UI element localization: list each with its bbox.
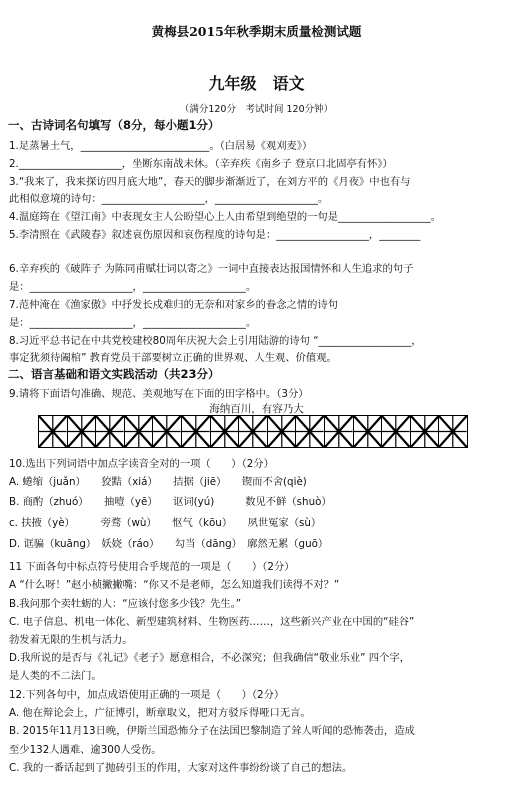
- tianzige-cell[interactable]: [96, 416, 125, 447]
- section-1-heading: 一、古诗词名句填写（8分，每小题1分）: [8, 118, 220, 132]
- question-11-option-b: B.我问那个卖牡蛎的人：“应该付您多少钱？先生。”: [9, 598, 242, 610]
- question-6-line-1: 6.辛弃疾的《破阵子 为陈同甫赋壮词以寄之》一词中直接表达报国情怀和人生追求的句子: [9, 263, 414, 275]
- question-3-line-2: 此相似意境的诗句：____________________，____________________。: [9, 193, 329, 205]
- exam-note: （满分120分 考试时间 120分钟）: [179, 104, 334, 115]
- question-7-line-1: 7.范仲淹在《渔家傲》中抒发长戍难归的无奈和对家乡的眷念之情的诗句: [9, 299, 339, 311]
- tianzige-cell[interactable]: [153, 416, 182, 447]
- tianzige-cell[interactable]: [325, 416, 354, 447]
- tianzige-cell[interactable]: [39, 416, 68, 447]
- question-10-option-b: B. 商酌（zhuó） 抽噎（yē） 讴词(yú) 数见不鲜（shuò）: [9, 496, 332, 508]
- question-11: 11 下面各句中标点符号使用合乎规范的一项是（ ）（2分）: [9, 561, 295, 573]
- question-10-option-c: c. 扶掖（yè） 旁骛（wù） 怄气（kōu） 夙世冤家（sù）: [9, 517, 322, 529]
- question-8-line-2: 事定犹须待阖棺” 教育党员干部要树立正确的世界观、人生观、价值观。: [9, 352, 337, 364]
- question-11-option-c-line-2: 勃发着无限的生机与活力。: [9, 634, 133, 646]
- question-6-line-2: 是：____________________，____________________。: [9, 281, 257, 293]
- question-10-option-d: D. 诓骗（kuāng） 妖娆（ráo） 勾当（dāng） 廓然无累（guō）: [9, 538, 329, 550]
- question-11-option-d-line-2: 是人类的不二法门。: [9, 670, 102, 682]
- question-11-option-c-line-1: C. 电子信息、机电一体化、新型建筑材料、生物医药……，这些新兴产业在中国的“硅谷”: [9, 616, 415, 628]
- question-10-option-a: A. 蜷缩（juǎn） 狡黠（xiá） 拮据（jiē） 锲而不舍(qiè): [9, 476, 307, 488]
- tianzige-cell[interactable]: [125, 416, 154, 447]
- question-9: 9.请将下面语句准确、规范、美观地写在下面的田字格中。（3分）: [9, 388, 309, 400]
- question-7-line-2: 是：____________________，____________________。: [9, 317, 257, 329]
- question-11-option-d-line-1: D.我所说的是否与《礼记》《老子》愿意相合，不必深究；但我确信“敬业乐业” 四个字，: [9, 652, 410, 664]
- question-10: 10.选出下列词语中加点字读音全对的一项（ ）（2分）: [9, 458, 274, 470]
- tianzige-cell[interactable]: [296, 416, 325, 447]
- tianzige-cell[interactable]: [68, 416, 97, 447]
- question-5: 5.李清照在《武陵春》叙述哀伤原因和哀伤程度的诗句是：__________________，________: [9, 229, 421, 241]
- section-2-heading: 二、语言基础和语文实践活动（共23分）: [8, 367, 220, 381]
- motto-text: 海纳百川，有容乃大: [209, 403, 304, 415]
- tianzige-cell[interactable]: [211, 416, 240, 447]
- question-12-option-a: A. 他在辩论会上，广征博引，断章取义，把对方驳斥得哑口无言。: [9, 707, 311, 719]
- question-4: 4.温庭筠在《望江南》中表现女主人公盼望心上人由希望到绝望的一句是__________________。: [9, 211, 441, 223]
- tianzige-grid[interactable]: [38, 415, 468, 448]
- tianzige-cell[interactable]: [182, 416, 211, 447]
- question-11-option-a: A “什么呀！”赵小桢撇撇嘴：“你又不是老师，怎么知道我们读得不对？”: [9, 579, 340, 591]
- exam-title: 黄梅县2015年秋季期末质量检测试题: [151, 24, 362, 39]
- question-8-line-1: 8.习近平总书记在中共党校建校80周年庆祝大会上引用陆游的诗句 “__________________，: [9, 335, 422, 347]
- tianzige-cell[interactable]: [268, 416, 297, 447]
- question-2: 2.____________________，坐断东南战未休。（辛弃疾《南乡子 登京口北固亭有怀》）: [9, 158, 393, 170]
- exam-subtitle: 九年级 语文: [208, 74, 305, 93]
- question-12-option-b-line-2: 至少132人遇难、逾300人受伤。: [9, 744, 162, 756]
- tianzige-cell[interactable]: [354, 416, 383, 447]
- tianzige-cell[interactable]: [439, 416, 467, 447]
- question-12-option-b-line-1: B. 2015年11月13日晚，伊斯兰国恐怖分子在法国巴黎制造了耸人听闻的恐怖袭击，造成: [9, 725, 415, 737]
- tianzige-cell[interactable]: [411, 416, 440, 447]
- tianzige-cell[interactable]: [382, 416, 411, 447]
- question-3-line-1: 3.“我来了，我来探访四月底大地”，春天的脚步渐渐近了，在刘方平的《月夜》中也有与: [9, 176, 411, 188]
- question-12: 12.下列各句中，加点成语使用正确的一项是（ ）（2分）: [9, 689, 285, 701]
- question-12-option-c: C. 我的一番话起到了抛砖引玉的作用，大家对这件事纷纷谈了自己的想法。: [9, 762, 353, 774]
- question-1: 1.足蒸暑土气，_________________________。（白居易《观刈麦》）: [9, 140, 313, 152]
- tianzige-cell[interactable]: [239, 416, 268, 447]
